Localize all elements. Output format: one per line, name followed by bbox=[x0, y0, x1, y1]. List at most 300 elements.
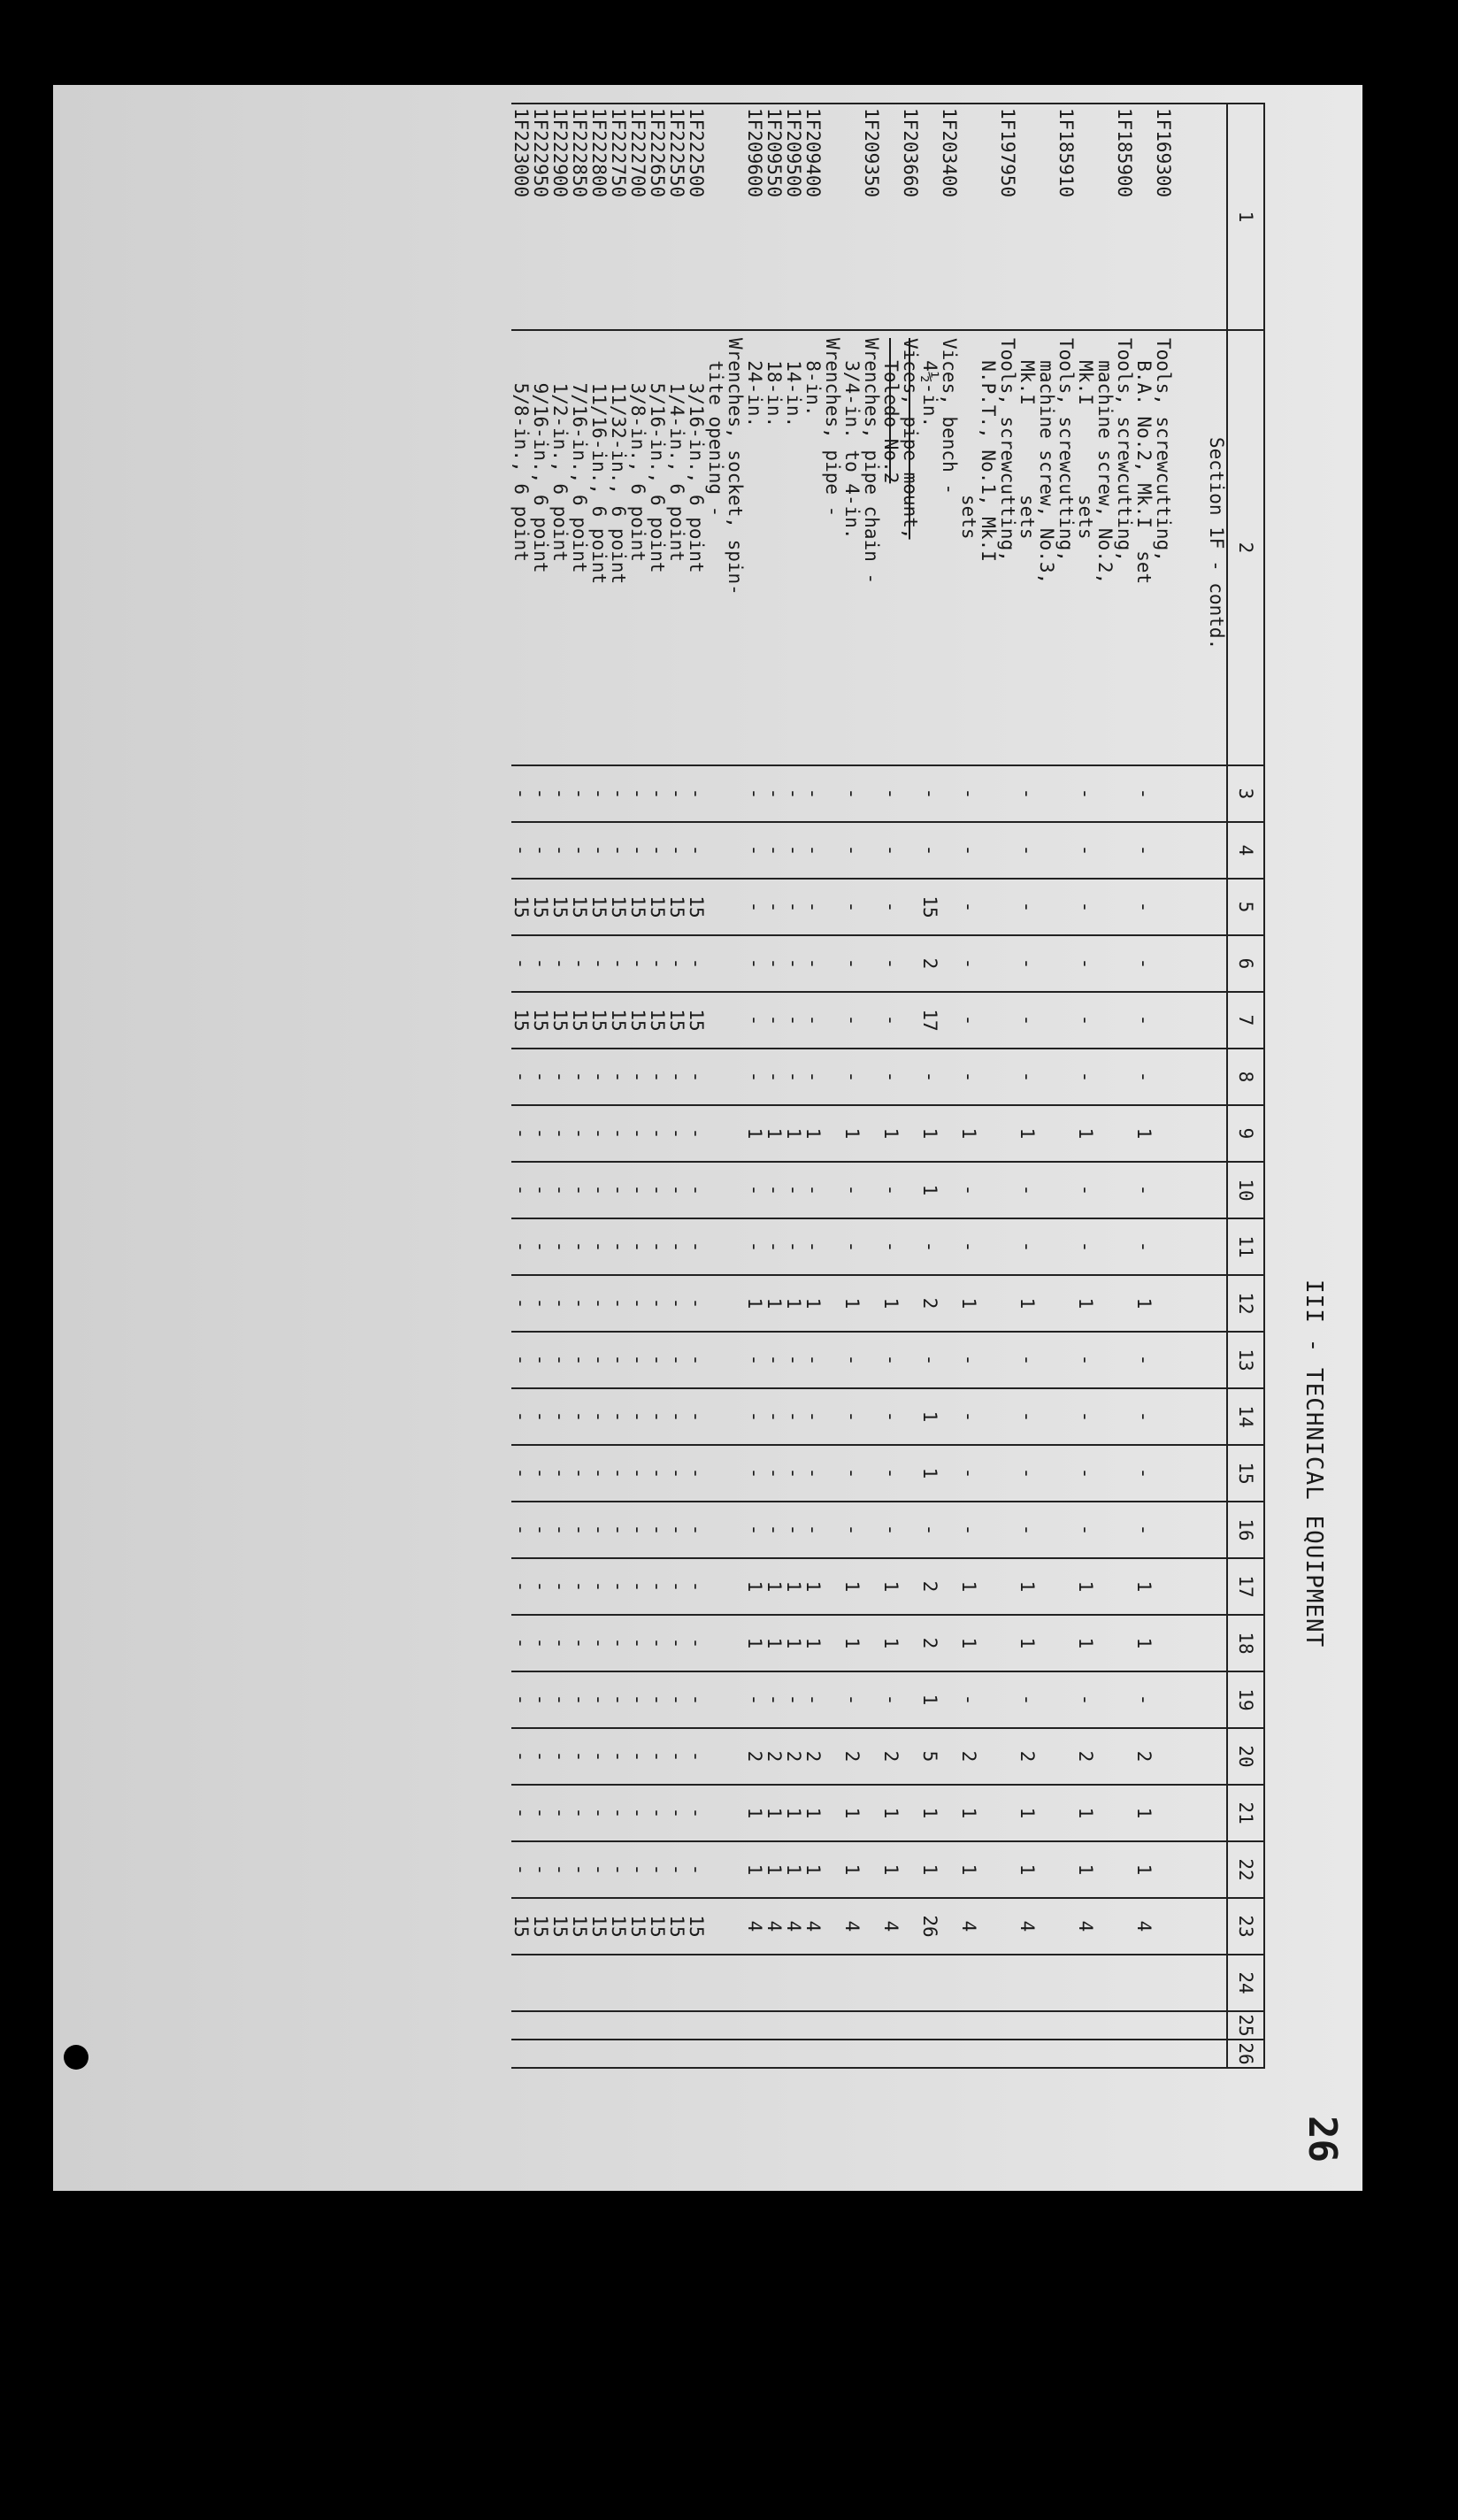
cell-col-18: - bbox=[687, 1615, 706, 1671]
column-header-6: 6 bbox=[1227, 935, 1264, 992]
cell-col-22 bbox=[998, 1841, 1017, 1898]
cell-col-22: 1 bbox=[881, 1841, 901, 1898]
cell-col-10 bbox=[901, 1162, 920, 1218]
cell-col-9 bbox=[1037, 1105, 1056, 1162]
cell-col-8: - bbox=[745, 1049, 764, 1105]
cell-col-16 bbox=[1115, 1502, 1134, 1558]
cell-col-16 bbox=[862, 1502, 881, 1558]
cell-col-8 bbox=[1095, 1049, 1115, 1105]
cell-col-7 bbox=[706, 992, 725, 1049]
table-row bbox=[940, 104, 959, 2068]
cell-col-15: - bbox=[1134, 1445, 1154, 1502]
cell-col-16: - bbox=[764, 1502, 784, 1558]
cell-col-7: 15 bbox=[570, 992, 589, 1049]
cell-col-19: - bbox=[609, 1671, 628, 1728]
cell-col-5: - bbox=[959, 879, 978, 935]
item-number: 1F185900 bbox=[1115, 104, 1134, 330]
cell-col-14: - bbox=[687, 1388, 706, 1445]
cell-col-12 bbox=[1056, 1275, 1076, 1332]
cell-col-5: 15 bbox=[628, 879, 648, 935]
cell-col-23: 15 bbox=[589, 1898, 609, 1955]
cell-col-15 bbox=[725, 1445, 745, 1502]
cell-col-7: - bbox=[803, 992, 823, 1049]
cell-col-25 bbox=[881, 2011, 901, 2040]
item-description: 3/4-in. to 4-in. bbox=[842, 330, 862, 765]
table-row bbox=[570, 104, 589, 2068]
cell-col-10: - bbox=[803, 1162, 823, 1218]
cell-col-23: 4 bbox=[881, 1898, 901, 1955]
cell-col-6: - bbox=[784, 935, 803, 992]
cell-col-10 bbox=[998, 1162, 1017, 1218]
cell-col-21 bbox=[901, 1785, 920, 1841]
cell-col-3 bbox=[1037, 765, 1056, 822]
cell-col-11: - bbox=[1076, 1218, 1095, 1275]
cell-col-20: - bbox=[511, 1728, 531, 1785]
cell-col-22: - bbox=[648, 1841, 667, 1898]
cell-col-14: - bbox=[745, 1388, 764, 1445]
cell-col-10: - bbox=[881, 1162, 901, 1218]
cell-col-21 bbox=[1154, 1785, 1173, 1841]
cell-col-17: - bbox=[531, 1558, 550, 1615]
cell-col-7 bbox=[1056, 992, 1076, 1049]
cell-col-24 bbox=[862, 1955, 881, 2011]
cell-col-19: - bbox=[687, 1671, 706, 1728]
cell-col-22: 1 bbox=[1017, 1841, 1037, 1898]
cell-col-12: 2 bbox=[920, 1275, 940, 1332]
cell-col-7: - bbox=[881, 992, 901, 1049]
cell-col-19 bbox=[1154, 1671, 1173, 1728]
cell-col-13: - bbox=[784, 1332, 803, 1388]
item-number: 1F222900 bbox=[550, 104, 570, 330]
cell-col-19: - bbox=[881, 1671, 901, 1728]
cell-col-18 bbox=[1037, 1615, 1056, 1671]
cell-col-23 bbox=[901, 1898, 920, 1955]
document-sheet bbox=[53, 85, 1362, 2191]
cell-col-16 bbox=[1095, 1502, 1115, 1558]
cell-col-9: 1 bbox=[920, 1105, 940, 1162]
cell-col-7: - bbox=[1017, 992, 1037, 1049]
cell-col-18: 1 bbox=[784, 1615, 803, 1671]
item-description: Mk.I sets bbox=[1076, 330, 1095, 765]
cell-col-10: - bbox=[531, 1162, 550, 1218]
cell-col-5 bbox=[862, 879, 881, 935]
table-row bbox=[745, 104, 764, 2068]
cell-col-21: - bbox=[589, 1785, 609, 1841]
cell-col-23: 4 bbox=[1134, 1898, 1154, 1955]
cell-col-12: - bbox=[531, 1275, 550, 1332]
cell-col-11: - bbox=[628, 1218, 648, 1275]
cell-col-23: 15 bbox=[511, 1898, 531, 1955]
cell-col-19 bbox=[1056, 1671, 1076, 1728]
cell-col-4: - bbox=[687, 822, 706, 879]
cell-col-3 bbox=[725, 765, 745, 822]
cell-col-25 bbox=[687, 2011, 706, 2040]
cell-col-23 bbox=[978, 1898, 998, 1955]
cell-col-17: - bbox=[667, 1558, 687, 1615]
cell-col-8 bbox=[1056, 1049, 1076, 1105]
cell-col-9 bbox=[706, 1105, 725, 1162]
cell-col-26 bbox=[628, 2040, 648, 2068]
cell-col-13: - bbox=[570, 1332, 589, 1388]
cell-col-20 bbox=[998, 1728, 1017, 1785]
cell-col-6: - bbox=[628, 935, 648, 992]
cell-col-10: - bbox=[648, 1162, 667, 1218]
cell-col-5: - bbox=[1134, 879, 1154, 935]
cell-col-11 bbox=[862, 1218, 881, 1275]
cell-col-3: - bbox=[570, 765, 589, 822]
cell-col-8: - bbox=[881, 1049, 901, 1105]
cell-col-14 bbox=[1095, 1388, 1115, 1445]
cell-col-21 bbox=[998, 1785, 1017, 1841]
cell-col-18 bbox=[940, 1615, 959, 1671]
cell-col-10 bbox=[1095, 1162, 1115, 1218]
cell-col-3 bbox=[978, 765, 998, 822]
cell-col-10: - bbox=[589, 1162, 609, 1218]
cell-col-21: - bbox=[687, 1785, 706, 1841]
cell-col-8: - bbox=[959, 1049, 978, 1105]
cell-col-17 bbox=[1056, 1558, 1076, 1615]
cell-col-4 bbox=[901, 822, 920, 879]
cell-col-3: - bbox=[609, 765, 628, 822]
cell-col-18 bbox=[823, 1615, 842, 1671]
cell-col-24 bbox=[803, 1955, 823, 2011]
cell-col-6: - bbox=[667, 935, 687, 992]
cell-col-7: - bbox=[745, 992, 764, 1049]
cell-col-11: - bbox=[745, 1218, 764, 1275]
cell-col-6: - bbox=[511, 935, 531, 992]
cell-col-18: 1 bbox=[881, 1615, 901, 1671]
cell-col-3: - bbox=[687, 765, 706, 822]
cell-col-7: 15 bbox=[667, 992, 687, 1049]
cell-col-4: - bbox=[570, 822, 589, 879]
cell-col-22 bbox=[823, 1841, 842, 1898]
cell-col-4: - bbox=[1076, 822, 1095, 879]
cell-col-14: 1 bbox=[920, 1388, 940, 1445]
cell-col-4: - bbox=[745, 822, 764, 879]
cell-col-5: 15 bbox=[687, 879, 706, 935]
cell-col-3 bbox=[706, 765, 725, 822]
cell-col-16: - bbox=[550, 1502, 570, 1558]
cell-col-16: - bbox=[745, 1502, 764, 1558]
cell-col-6 bbox=[823, 935, 842, 992]
cell-col-5: - bbox=[842, 879, 862, 935]
cell-col-19: - bbox=[511, 1671, 531, 1728]
cell-col-20: - bbox=[589, 1728, 609, 1785]
cell-col-19: 1 bbox=[920, 1671, 940, 1728]
cell-col-12 bbox=[706, 1275, 725, 1332]
cell-col-9: 1 bbox=[745, 1105, 764, 1162]
cell-col-15 bbox=[823, 1445, 842, 1502]
item-description: 3/16-in., 6 point bbox=[687, 330, 706, 765]
cell-col-17 bbox=[1115, 1558, 1134, 1615]
item-description: Tools, screwcutting, bbox=[998, 330, 1017, 765]
cell-col-19 bbox=[823, 1671, 842, 1728]
cell-col-13 bbox=[1154, 1332, 1173, 1388]
cell-col-14: - bbox=[648, 1388, 667, 1445]
cell-col-26 bbox=[940, 2040, 959, 2068]
cell-col-9: - bbox=[570, 1105, 589, 1162]
cell-col-14: - bbox=[881, 1388, 901, 1445]
cell-col-12: - bbox=[589, 1275, 609, 1332]
cell-col-24 bbox=[901, 1955, 920, 2011]
cell-col-15: - bbox=[1076, 1445, 1095, 1502]
cell-col-15: - bbox=[803, 1445, 823, 1502]
cell-col-7: 15 bbox=[609, 992, 628, 1049]
cell-col-11: - bbox=[842, 1218, 862, 1275]
cell-col-6 bbox=[1056, 935, 1076, 992]
cell-col-13: - bbox=[550, 1332, 570, 1388]
cell-col-12 bbox=[901, 1275, 920, 1332]
cell-col-26 bbox=[648, 2040, 667, 2068]
cell-col-16: - bbox=[959, 1502, 978, 1558]
cell-col-3 bbox=[1115, 765, 1134, 822]
cell-col-14: - bbox=[589, 1388, 609, 1445]
item-description: 1/4-in., 6 point bbox=[667, 330, 687, 765]
cell-col-25 bbox=[1115, 2011, 1134, 2040]
cell-col-7: 15 bbox=[531, 992, 550, 1049]
cell-col-24 bbox=[531, 1955, 550, 2011]
cell-col-19: - bbox=[959, 1671, 978, 1728]
cell-col-22: - bbox=[589, 1841, 609, 1898]
cell-col-15: - bbox=[570, 1445, 589, 1502]
cell-col-15: - bbox=[589, 1445, 609, 1502]
table-row bbox=[998, 104, 1017, 2068]
cell-col-26 bbox=[842, 2040, 862, 2068]
cell-col-9 bbox=[940, 1105, 959, 1162]
cell-col-4 bbox=[998, 822, 1017, 879]
cell-col-5: 15 bbox=[648, 879, 667, 935]
table-row bbox=[978, 104, 998, 2068]
cell-col-24 bbox=[570, 1955, 589, 2011]
cell-col-17 bbox=[706, 1558, 725, 1615]
cell-col-3: - bbox=[881, 765, 901, 822]
cell-col-26 bbox=[901, 2040, 920, 2068]
table-row bbox=[764, 104, 784, 2068]
cell-col-17: 1 bbox=[959, 1558, 978, 1615]
cell-col-13: - bbox=[959, 1332, 978, 1388]
cell-col-11 bbox=[901, 1218, 920, 1275]
cell-col-12: - bbox=[570, 1275, 589, 1332]
cell-col-26 bbox=[609, 2040, 628, 2068]
cell-col-13 bbox=[1037, 1332, 1056, 1388]
cell-col-7: 17 bbox=[920, 992, 940, 1049]
cell-col-19: - bbox=[1076, 1671, 1095, 1728]
cell-col-8: - bbox=[1134, 1049, 1154, 1105]
column-header-12: 12 bbox=[1227, 1275, 1264, 1332]
cell-col-13: - bbox=[920, 1332, 940, 1388]
cell-col-7 bbox=[1154, 992, 1173, 1049]
cell-col-16: - bbox=[570, 1502, 589, 1558]
cell-col-12: 1 bbox=[959, 1275, 978, 1332]
cell-col-21 bbox=[978, 1785, 998, 1841]
cell-col-18: - bbox=[570, 1615, 589, 1671]
cell-col-22: 1 bbox=[1134, 1841, 1154, 1898]
section-title: Section 1F - contd. bbox=[1173, 330, 1227, 765]
cell-col-11 bbox=[1095, 1218, 1115, 1275]
cell-col-10: - bbox=[570, 1162, 589, 1218]
cell-col-5: 15 bbox=[531, 879, 550, 935]
cell-col-15: - bbox=[550, 1445, 570, 1502]
cell-col-17: - bbox=[687, 1558, 706, 1615]
cell-col-26 bbox=[745, 2040, 764, 2068]
cell-col-18: 1 bbox=[1134, 1615, 1154, 1671]
cell-col-23 bbox=[1056, 1898, 1076, 1955]
cell-col-14: - bbox=[784, 1388, 803, 1445]
cell-col-18 bbox=[901, 1615, 920, 1671]
cell-col-16 bbox=[901, 1502, 920, 1558]
cell-col-24 bbox=[1115, 1955, 1134, 2011]
cell-col-9: - bbox=[667, 1105, 687, 1162]
cell-col-15: - bbox=[531, 1445, 550, 1502]
item-number: 1F223000 bbox=[511, 104, 531, 330]
cell-col-24 bbox=[745, 1955, 764, 2011]
cell-col-5: 15 bbox=[589, 879, 609, 935]
cell-col-13: - bbox=[1076, 1332, 1095, 1388]
cell-col-12 bbox=[823, 1275, 842, 1332]
cell-col-14: - bbox=[1134, 1388, 1154, 1445]
column-header-1: 1 bbox=[1227, 104, 1264, 330]
cell-col-24 bbox=[920, 1955, 940, 2011]
cell-col-16 bbox=[1154, 1502, 1173, 1558]
cell-col-9 bbox=[998, 1105, 1017, 1162]
cell-col-20: 2 bbox=[881, 1728, 901, 1785]
column-header-2: 2 bbox=[1227, 330, 1264, 765]
cell-col-15 bbox=[706, 1445, 725, 1502]
cell-col-26 bbox=[531, 2040, 550, 2068]
cell-col-8: - bbox=[609, 1049, 628, 1105]
cell-col-26 bbox=[1115, 2040, 1134, 2068]
cell-col-5: - bbox=[784, 879, 803, 935]
cell-col-4: - bbox=[609, 822, 628, 879]
cell-col-11: - bbox=[920, 1218, 940, 1275]
cell-col-9: 1 bbox=[842, 1105, 862, 1162]
cell-col-5 bbox=[1056, 879, 1076, 935]
cell-col-25 bbox=[570, 2011, 589, 2040]
cell-col-14 bbox=[1056, 1388, 1076, 1445]
cell-col-17: - bbox=[609, 1558, 628, 1615]
cell-col-3: - bbox=[1017, 765, 1037, 822]
item-number: 1F185910 bbox=[1056, 104, 1076, 330]
cell-col-9: 1 bbox=[1017, 1105, 1037, 1162]
cell-col-9: - bbox=[511, 1105, 531, 1162]
column-header-5: 5 bbox=[1227, 879, 1264, 935]
cell-col-21 bbox=[940, 1785, 959, 1841]
cell-col-4 bbox=[862, 822, 881, 879]
cell-col-12: 1 bbox=[881, 1275, 901, 1332]
column-header-16: 16 bbox=[1227, 1502, 1264, 1558]
cell-col-24 bbox=[881, 1955, 901, 2011]
cell-col-11 bbox=[823, 1218, 842, 1275]
cell-col-21 bbox=[1037, 1785, 1056, 1841]
cell-col-12: - bbox=[648, 1275, 667, 1332]
cell-col-3: - bbox=[511, 765, 531, 822]
item-description: 8-in. bbox=[803, 330, 823, 765]
cell-col-13 bbox=[823, 1332, 842, 1388]
cell-col-21: - bbox=[511, 1785, 531, 1841]
cell-col-4: - bbox=[764, 822, 784, 879]
cell-col-22 bbox=[862, 1841, 881, 1898]
cell-col-4: - bbox=[920, 822, 940, 879]
cell-col-23: 4 bbox=[745, 1898, 764, 1955]
table-row bbox=[725, 104, 745, 2068]
cell-col-20 bbox=[1037, 1728, 1056, 1785]
cell-col-18: 1 bbox=[1076, 1615, 1095, 1671]
cell-col-15: 1 bbox=[920, 1445, 940, 1502]
item-number: 1F222500 bbox=[687, 104, 706, 330]
cell-col-3: - bbox=[589, 765, 609, 822]
cell-col-26 bbox=[1095, 2040, 1115, 2068]
cell-col-3: - bbox=[745, 765, 764, 822]
cell-col-9 bbox=[1115, 1105, 1134, 1162]
item-description: machine screw, No.2, bbox=[1095, 330, 1115, 765]
table-row bbox=[1076, 104, 1095, 2068]
cell-col-11 bbox=[940, 1218, 959, 1275]
cell-col-19 bbox=[1095, 1671, 1115, 1728]
cell-col-8: - bbox=[628, 1049, 648, 1105]
item-number: 1F209400 bbox=[803, 104, 823, 330]
cell-col-20 bbox=[1154, 1728, 1173, 1785]
item-description: Tools, screwcutting, bbox=[1056, 330, 1076, 765]
cell-col-7 bbox=[1037, 992, 1056, 1049]
cell-col-12 bbox=[998, 1275, 1017, 1332]
column-header-18: 18 bbox=[1227, 1615, 1264, 1671]
cell-col-12: 1 bbox=[1017, 1275, 1037, 1332]
cell-col-13 bbox=[862, 1332, 881, 1388]
cell-col-26 bbox=[784, 2040, 803, 2068]
cell-col-9: - bbox=[687, 1105, 706, 1162]
item-description: Toledo No.2 bbox=[881, 330, 901, 765]
cell-col-25 bbox=[1154, 2011, 1173, 2040]
cell-col-13 bbox=[1115, 1332, 1134, 1388]
cell-col-10 bbox=[725, 1162, 745, 1218]
cell-col-5 bbox=[978, 879, 998, 935]
cell-col-6: - bbox=[745, 935, 764, 992]
cell-col-15 bbox=[998, 1445, 1017, 1502]
cell-col-25 bbox=[648, 2011, 667, 2040]
cell-col-25 bbox=[745, 2011, 764, 2040]
cell-col-22: 1 bbox=[803, 1841, 823, 1898]
cell-col-4: - bbox=[1134, 822, 1154, 879]
cell-col-15: - bbox=[609, 1445, 628, 1502]
cell-col-11: - bbox=[959, 1218, 978, 1275]
cell-col-26 bbox=[1134, 2040, 1154, 2068]
cell-col-10: - bbox=[667, 1162, 687, 1218]
table-row bbox=[1056, 104, 1076, 2068]
cell-col-8 bbox=[1115, 1049, 1134, 1105]
cell-col-6: - bbox=[648, 935, 667, 992]
cell-col-5: 15 bbox=[920, 879, 940, 935]
cell-col-11: - bbox=[570, 1218, 589, 1275]
cell-col-26 bbox=[570, 2040, 589, 2068]
item-number: 1F197950 bbox=[998, 104, 1017, 330]
cell-col-21: - bbox=[667, 1785, 687, 1841]
cell-col-12: 1 bbox=[764, 1275, 784, 1332]
cell-col-13: - bbox=[628, 1332, 648, 1388]
cell-col-25 bbox=[1056, 2011, 1076, 2040]
column-header-15: 15 bbox=[1227, 1445, 1264, 1502]
cell-col-13: - bbox=[687, 1332, 706, 1388]
cell-col-9: 1 bbox=[1134, 1105, 1154, 1162]
cell-col-13: - bbox=[531, 1332, 550, 1388]
cell-col-19: - bbox=[745, 1671, 764, 1728]
cell-col-14: - bbox=[959, 1388, 978, 1445]
cell-col-22 bbox=[901, 1841, 920, 1898]
item-number bbox=[881, 104, 901, 330]
cell-col-6: - bbox=[531, 935, 550, 992]
table-row bbox=[609, 104, 628, 2068]
cell-col-10 bbox=[706, 1162, 725, 1218]
cell-col-26 bbox=[725, 2040, 745, 2068]
